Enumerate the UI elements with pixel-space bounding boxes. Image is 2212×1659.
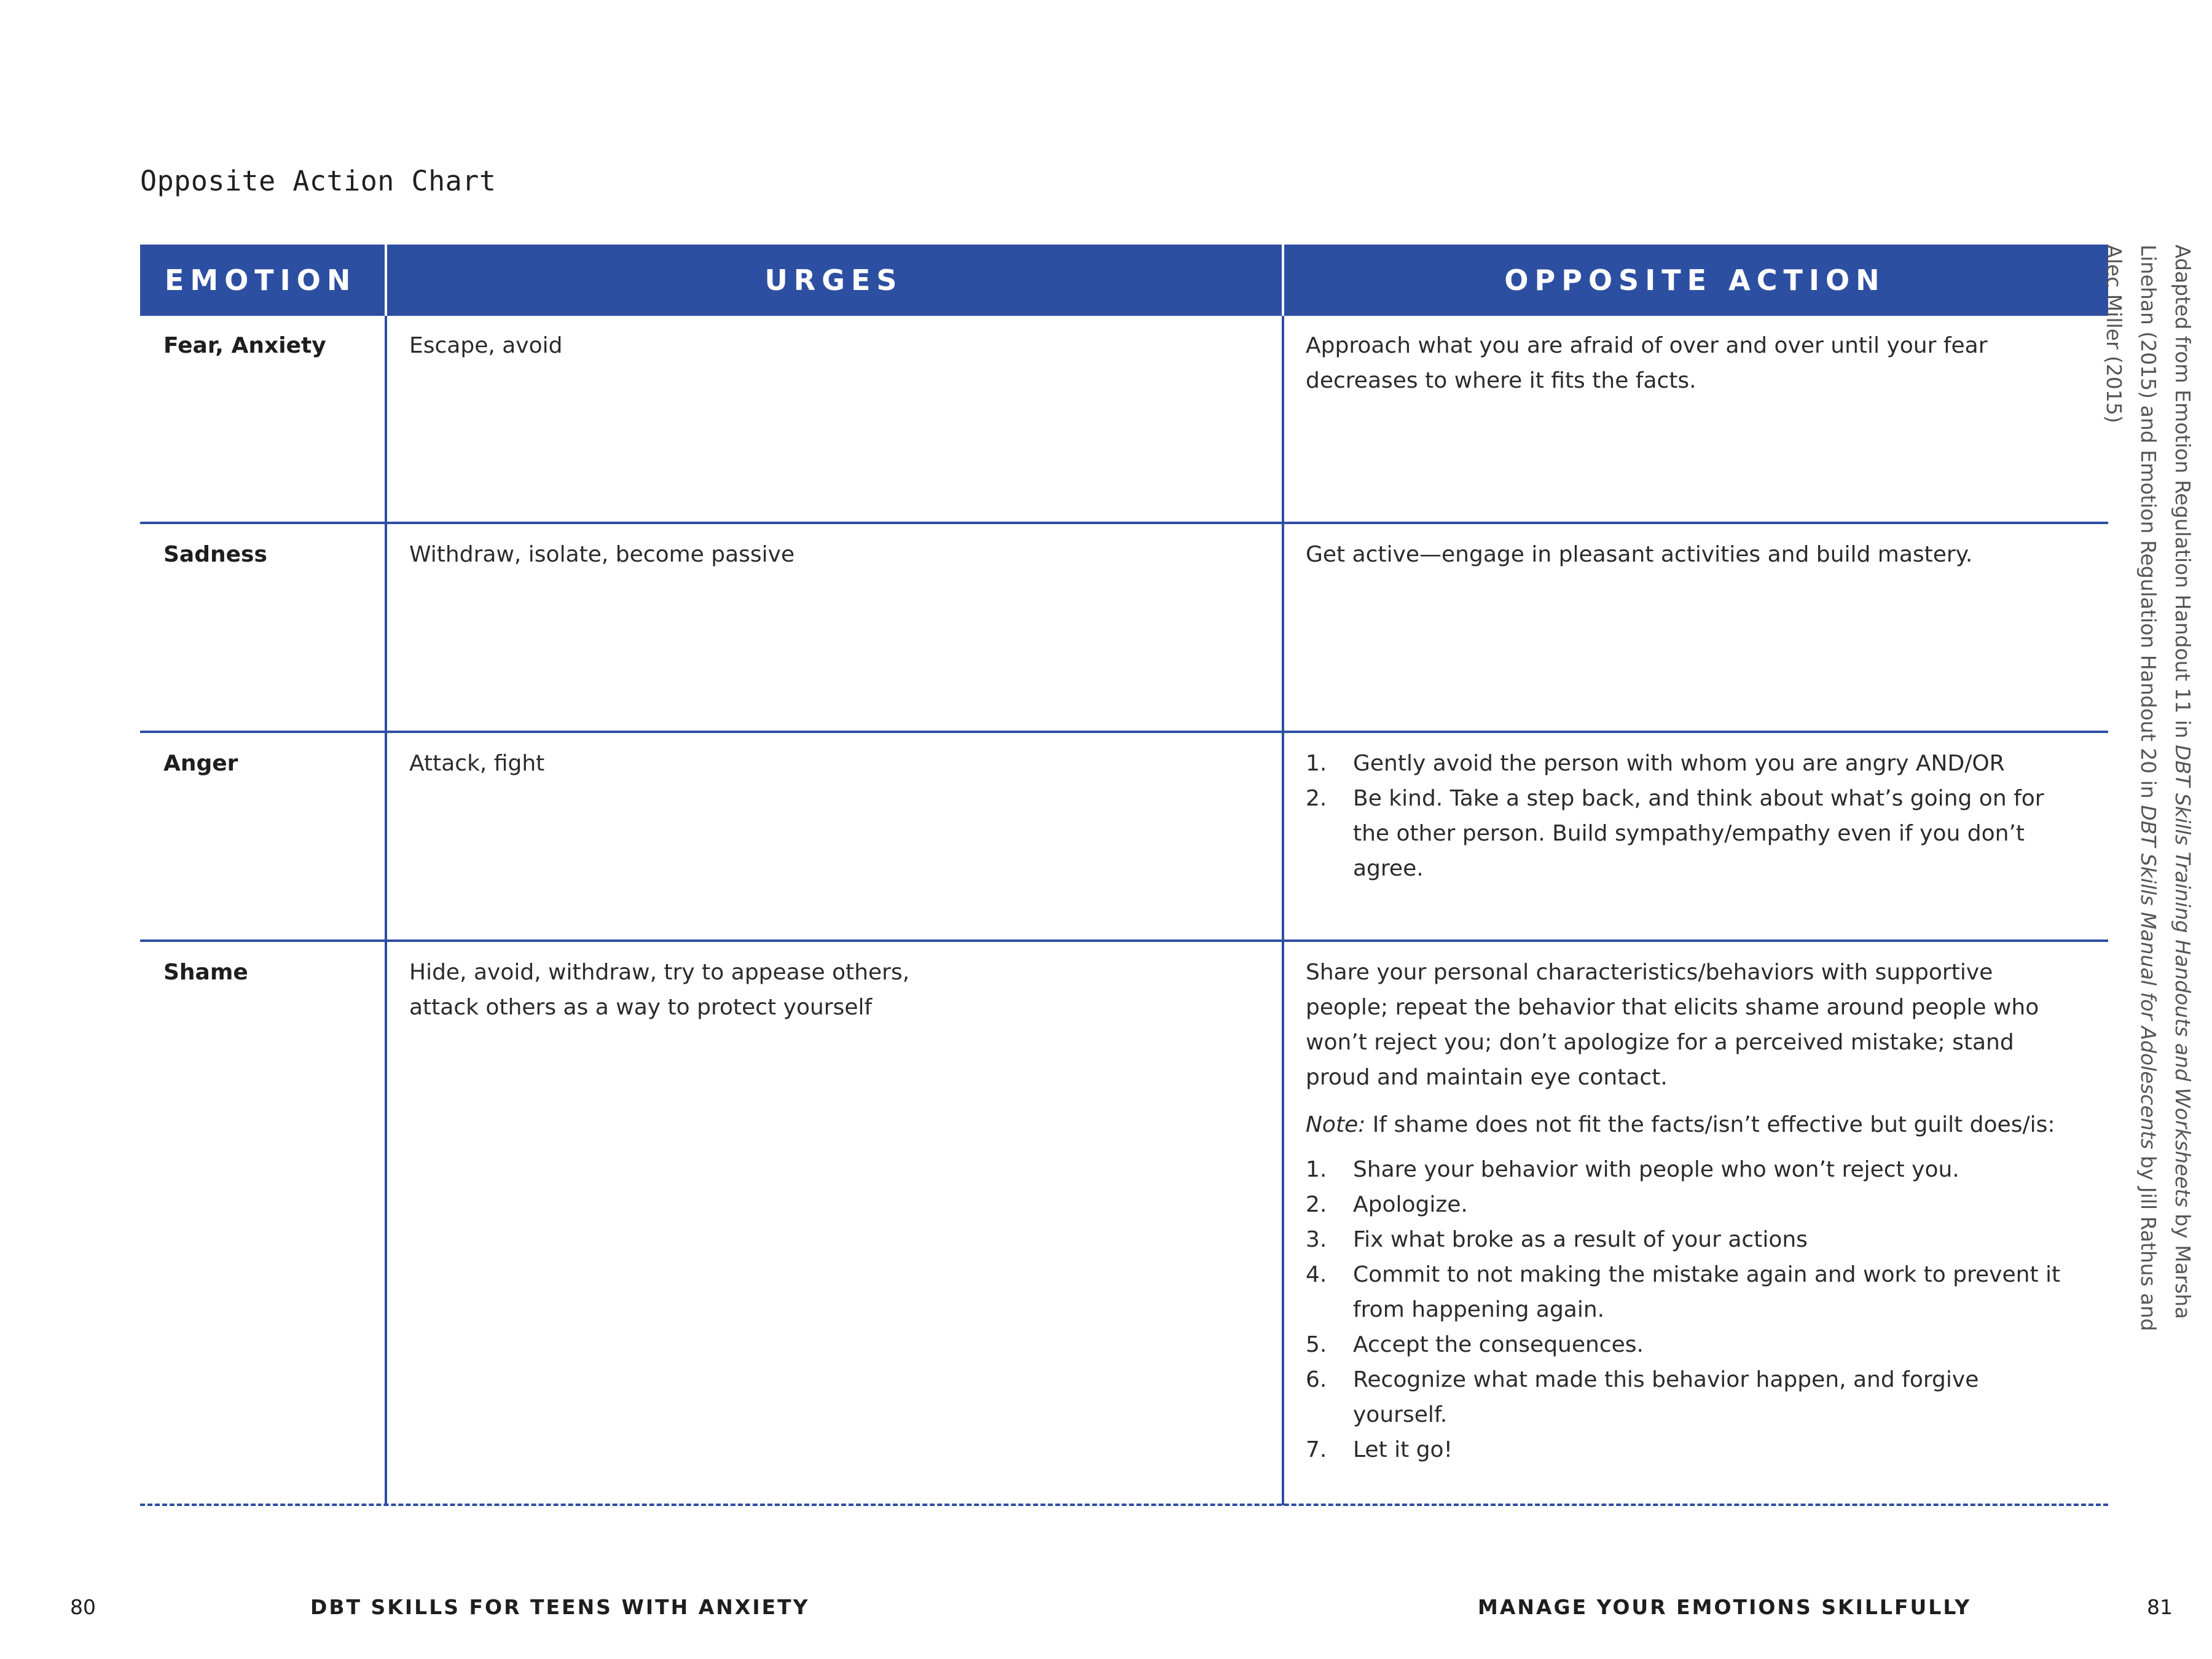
urge-line: Withdraw, isolate, become passive <box>409 542 795 567</box>
list-line: Fix what broke as a result of your actions <box>1353 1227 1808 1252</box>
list-line: Share your behavior with people who won’t reject you. <box>1353 1157 1959 1182</box>
urges-shame <box>409 955 1257 1025</box>
list-number: 1. <box>1306 1157 1327 1182</box>
list-item <box>1306 781 2104 886</box>
emotion-anger: Anger <box>163 751 238 776</box>
list-line: Recognize what made this behavior happen, and forgive <box>1353 1367 1979 1392</box>
column-divider <box>385 316 387 1505</box>
opposite-list <box>1306 746 2104 886</box>
list-item <box>1306 1257 2104 1327</box>
list-line: agree. <box>1353 856 1424 881</box>
running-title-right: MANAGE YOUR EMOTIONS SKILLFULLY <box>1478 1595 1972 1619</box>
list-number: 3. <box>1306 1227 1327 1252</box>
list-line: from happening again. <box>1353 1297 1605 1322</box>
header-divider <box>1282 245 1284 316</box>
list-number: 4. <box>1306 1262 1327 1287</box>
emotion-shame: Shame <box>163 960 248 985</box>
list-item <box>1306 1432 2104 1467</box>
list-line: Commit to not making the mistake again and work to prevent it <box>1353 1262 2061 1287</box>
opposite-shame <box>1306 955 2104 1467</box>
page-number-left: 80 <box>70 1595 96 1619</box>
list-line: Be kind. Take a step back, and think about what’s going on for <box>1353 786 2044 811</box>
header-urges: URGES <box>764 264 903 297</box>
table-header-row <box>140 245 2108 316</box>
opposite-line: won’t reject you; don’t apologize for a perceived mistake; stand <box>1306 1030 2014 1055</box>
opposite-line: Get active—engage in pleasant activities and build mastery. <box>1306 542 1973 567</box>
note-text: If shame does not fit the facts/isn’t effective but guilt does/is: <box>1365 1112 2055 1137</box>
table-bottom-dashed-rule <box>140 1504 2108 1506</box>
attribution-text: by Jill Rathus and Alec Miller (2015) <box>2102 245 2160 1332</box>
running-title-left: DBT SKILLS FOR TEENS WITH ANXIETY <box>310 1595 810 1619</box>
row-divider <box>140 731 2108 733</box>
note-label: Note: <box>1306 1112 1366 1137</box>
list-line: Let it go! <box>1353 1437 1453 1462</box>
opposite-line: people; repeat the behavior that elicits shame around people who <box>1306 995 2039 1020</box>
list-item <box>1306 746 2104 781</box>
header-emotion: EMOTION <box>165 264 357 297</box>
list-number: 2. <box>1306 786 1327 811</box>
attribution-book-title: DBT Skills Manual for Adolescents <box>2136 805 2160 1150</box>
list-number: 1. <box>1306 751 1327 776</box>
header-opposite-action: OPPOSITE ACTION <box>1504 264 1886 297</box>
attribution-note <box>2096 245 2200 1351</box>
list-line: Accept the consequences. <box>1353 1332 1644 1357</box>
opposite-fear-anxiety <box>1306 328 2104 398</box>
list-number: 2. <box>1306 1192 1327 1217</box>
list-item <box>1306 1187 2104 1222</box>
urge-line: attack others as a way to protect yourself <box>409 995 873 1020</box>
attribution-text: by Marsha Linehan (2015) and Emotion Regulation Handout 20 in <box>2136 245 2195 1319</box>
emotion-sadness: Sadness <box>163 542 267 567</box>
list-item <box>1306 1327 2104 1362</box>
list-number: 7. <box>1306 1437 1327 1462</box>
urges-anger <box>409 746 1257 781</box>
opposite-anger <box>1306 746 2104 886</box>
urge-line: Hide, avoid, withdraw, try to appease others, <box>409 960 910 985</box>
guilt-action-list <box>1306 1152 2104 1467</box>
note-line <box>1306 1107 2104 1142</box>
urges-fear-anxiety <box>409 328 1257 363</box>
list-item <box>1306 1222 2104 1257</box>
list-number: 6. <box>1306 1367 1327 1392</box>
urge-line: Attack, fight <box>409 751 545 776</box>
page-number-right: 81 <box>2147 1595 2173 1619</box>
list-line: Gently avoid the person with whom you are angry AND/OR <box>1353 751 2005 776</box>
list-line: the other person. Build sympathy/empathy even if you don’t <box>1353 821 2025 846</box>
page-title: Opposite Action Chart <box>140 165 496 197</box>
column-divider <box>1282 316 1284 1505</box>
urge-line: Escape, avoid <box>409 333 563 358</box>
row-divider <box>140 939 2108 942</box>
attribution-book-title: DBT Skills Training Handouts and Worksheets <box>2171 745 2195 1207</box>
urges-sadness <box>409 537 1257 572</box>
list-item <box>1306 1362 2104 1432</box>
row-divider <box>140 522 2108 524</box>
opposite-line: Approach what you are afraid of over and over until your fear <box>1306 333 1988 358</box>
list-number: 5. <box>1306 1332 1327 1357</box>
header-divider <box>385 245 387 316</box>
list-line: Apologize. <box>1353 1192 1468 1217</box>
opposite-line: Share your personal characteristics/behaviors with supportive <box>1306 960 1993 985</box>
list-line: yourself. <box>1353 1402 1448 1427</box>
opposite-line: decreases to where it fits the facts. <box>1306 368 1696 393</box>
attribution-text: Adapted from Emotion Regulation Handout 11 in <box>2171 245 2195 745</box>
opposite-sadness <box>1306 537 2104 572</box>
emotion-fear-anxiety: Fear, Anxiety <box>163 333 326 358</box>
opposite-line: proud and maintain eye contact. <box>1306 1065 1668 1090</box>
list-item <box>1306 1152 2104 1187</box>
opposite-action-table <box>140 245 2108 1505</box>
